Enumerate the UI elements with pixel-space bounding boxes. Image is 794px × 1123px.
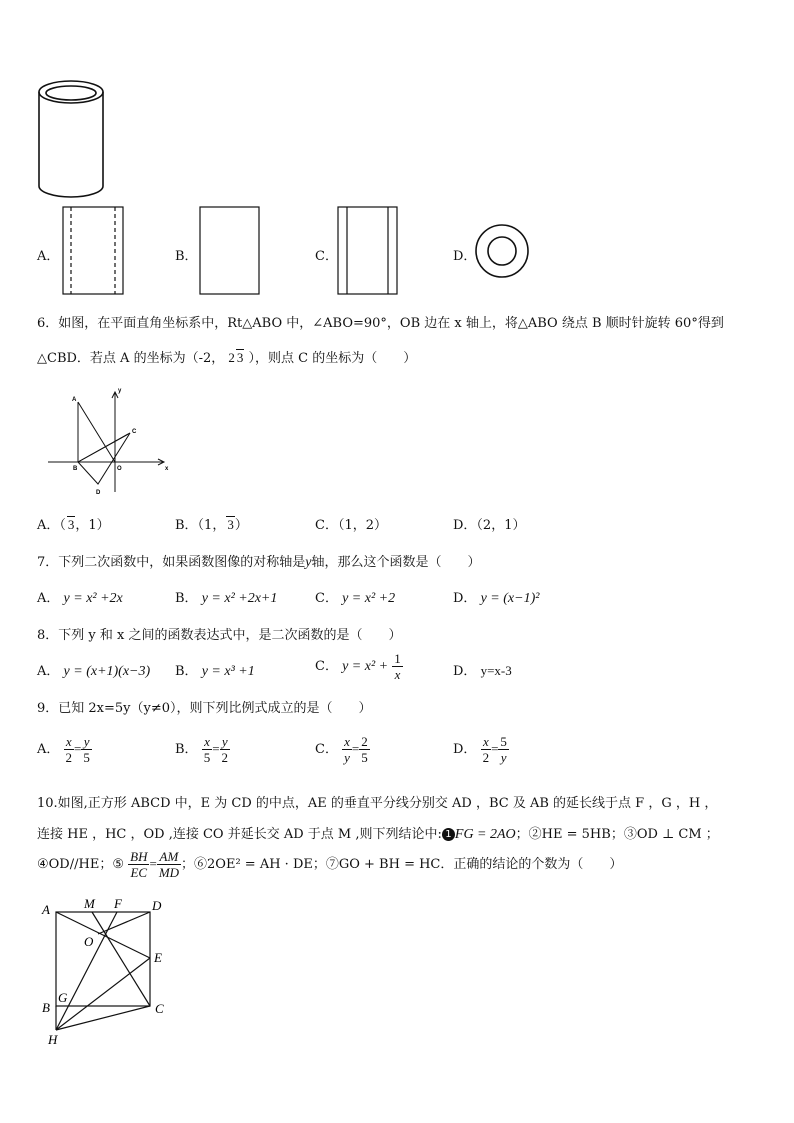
q6-coefficient: 2 bbox=[228, 350, 235, 365]
q9-option-b-letter: B． bbox=[175, 742, 198, 757]
q9-b-frac1-numerator: x bbox=[202, 734, 213, 750]
q8-option-c-numerator: 1 bbox=[394, 651, 401, 666]
q9-option-d-letter: D． bbox=[453, 742, 477, 757]
q10-conclusion-1-badge: 1 bbox=[442, 828, 455, 841]
segment-ae bbox=[56, 912, 150, 958]
q9-c-frac1-numerator: x bbox=[344, 734, 350, 749]
q9-a-frac2-denominator: 5 bbox=[83, 750, 90, 765]
q6-stem-text-b: ），则点 C 的坐标为（ ） bbox=[248, 351, 417, 366]
q6-sqrt-value: 3 bbox=[236, 350, 244, 365]
segment-he bbox=[56, 958, 150, 1030]
q6-label-y: y bbox=[118, 388, 122, 394]
q8-option-b-letter: B． bbox=[175, 664, 198, 679]
q6-option-c: C．（1，2） bbox=[315, 518, 387, 533]
q8-option-d-letter: D． bbox=[453, 664, 477, 679]
q6-option-b-suffix: ） bbox=[234, 518, 248, 533]
q9-c-frac2-numerator: 2 bbox=[361, 734, 368, 749]
segment-cm bbox=[92, 912, 150, 1006]
q10-stem-text-a: 连接 HE ，HC ，OD ,连接 CO 并延长交 AD 于点 M ,则下列结论中: bbox=[37, 827, 442, 842]
q10-stem-text-c: ；⑥2OE² = AH · DE；⑦GO + BH = HC．正确的结论的个数为（ ） bbox=[181, 857, 623, 872]
q6-label-d: D bbox=[96, 490, 101, 496]
q10-label-f: F bbox=[114, 896, 122, 911]
square-abcd bbox=[56, 912, 150, 1006]
q8-option-b-expr: y = x³ +1 bbox=[201, 664, 255, 679]
q7-option-a-expr: y = x² +2x bbox=[63, 591, 123, 606]
q9-option-b: B． $\frac{x}{5}$ = $\frac{y}{2}$ bbox=[175, 734, 229, 765]
q9-option-d: D． $\frac{x}{2}$ = $\frac{5}{y}$ bbox=[453, 734, 507, 765]
q9-b-frac2-numerator: y bbox=[220, 734, 231, 750]
q10-label-m: M bbox=[84, 896, 95, 911]
q9-option-a: A． $\frac{x}{2}$ = $\frac{y}{5}$ bbox=[37, 734, 90, 765]
q9-a-frac1-numerator: x bbox=[64, 734, 75, 750]
q10-equals: = bbox=[149, 856, 157, 871]
q6-option-a-prefix: A．（ bbox=[37, 518, 66, 533]
q5-option-d-label: D． bbox=[453, 249, 477, 264]
q6-stem-line1: 6．如图，在平面直角坐标系中，Rt△ABO 中，∠ABO=90°，OB 边在 x 轴上，将△ABO 绕点 B 顺时针旋转 60°得到 bbox=[37, 316, 724, 331]
q10-label-o: O bbox=[84, 934, 94, 949]
q10-label-b: B bbox=[42, 1000, 50, 1015]
q8-option-d-expr: y=x-3 bbox=[480, 663, 512, 678]
q6-label-a: A bbox=[72, 397, 77, 403]
q9-c-frac1-denominator: y bbox=[344, 750, 350, 765]
q9-c-frac2-denominator: 5 bbox=[361, 750, 368, 765]
q6-label-o: O bbox=[117, 466, 122, 472]
q6-option-a-sqrt: 3 bbox=[67, 517, 75, 532]
q10-frac1-numerator: BH bbox=[130, 849, 148, 864]
q6-label-b: B bbox=[73, 466, 78, 472]
q9-a-frac1-denominator: 2 bbox=[65, 750, 73, 765]
q7-option-c-expr: y = x² +2 bbox=[342, 591, 396, 606]
q8-option-c-denominator: x bbox=[394, 667, 401, 682]
q10-frac1-denominator: EC bbox=[130, 865, 148, 880]
q10-conclusion-1: FG = 2AO bbox=[454, 827, 516, 842]
q7-stem-y: y bbox=[305, 555, 312, 570]
q10-conclusions-2-3: ；②HE = 5HB；③OD ⊥ CM ； bbox=[515, 827, 719, 842]
q8-stem: 8．下列 y 和 x 之间的函数表达式中，是二次函数的是（ ） bbox=[37, 628, 402, 643]
q10-label-a: A bbox=[42, 902, 50, 917]
q10-stem-text-b: ④OD//HE；⑤ bbox=[37, 857, 124, 872]
q5-option-a-label: A． bbox=[37, 249, 60, 264]
q9-stem: 9．已知 2x=5y（y≠0），则下列比例式成立的是（ ） bbox=[37, 701, 372, 716]
q7-option-c-letter: C． bbox=[315, 591, 338, 606]
q9-b-frac1-denominator: 5 bbox=[203, 750, 211, 765]
segment-hc bbox=[56, 1006, 150, 1030]
q10-frac2-numerator: AM bbox=[157, 849, 181, 865]
q7-option-a-letter: A． bbox=[37, 591, 60, 606]
q6-option-a-suffix: ，1） bbox=[75, 518, 110, 533]
q10-label-h: H bbox=[48, 1032, 58, 1047]
q5-option-c-label: C． bbox=[315, 249, 338, 264]
q7-option-b-expr: y = x² +2x+1 bbox=[201, 591, 278, 606]
q6-option-b-sqrt: 3 bbox=[227, 517, 234, 532]
q8-option-a-expr: y = (x+1)(x−3) bbox=[63, 664, 151, 679]
q6-label-c: C bbox=[132, 429, 137, 435]
q6-stem-text-a: △CBD．若点 A 的坐标为（-2， bbox=[37, 351, 225, 366]
q10-stem-line1: 10.如图,正方形 ABCD 中，E 为 CD 的中点，AE 的垂直平分线分别交 AD ，BC 及 AB 的延长线于点 F ，G ，H ， bbox=[37, 796, 718, 811]
q6-option-d: D．（2，1） bbox=[453, 518, 526, 533]
q9-option-c: C． $\frac{x}{y}$ = $\frac{2}{5}$ bbox=[315, 734, 368, 765]
q7-option-d-expr: y = (x−1)² bbox=[480, 591, 540, 606]
q7-option-d-letter: D． bbox=[453, 591, 477, 606]
q10-label-c: C bbox=[155, 1001, 164, 1016]
q10-frac2-denominator: MD bbox=[158, 865, 180, 880]
q10-label-g: G bbox=[58, 990, 68, 1005]
q8-option-c-letter: C． bbox=[315, 659, 338, 674]
q5-option-b-label: B． bbox=[175, 249, 198, 264]
q9-d-frac2-numerator: 5 bbox=[500, 734, 507, 749]
q9-b-frac2-denominator: 2 bbox=[221, 750, 229, 765]
q9-a-frac2-numerator: y bbox=[81, 734, 92, 750]
q10-label-e: E bbox=[154, 950, 162, 965]
q8-option-a-letter: A． bbox=[37, 664, 60, 679]
segment-od bbox=[98, 912, 150, 934]
q9-option-a-letter: A． bbox=[37, 742, 60, 757]
q9-option-c-letter: C． bbox=[315, 742, 338, 757]
q8-option-c-expr: y = x² + bbox=[342, 659, 389, 674]
q7-stem-text-b: 轴，那么这个函数是（ ） bbox=[311, 555, 481, 570]
q9-d-frac2-denominator: y bbox=[500, 750, 507, 765]
q6-label-x: x bbox=[165, 466, 169, 472]
q7-option-b-letter: B． bbox=[175, 591, 198, 606]
q7-stem-text-a: 7．下列二次函数中，如果函数图像的对称轴是 bbox=[37, 555, 306, 570]
q6-option-b-prefix: B．（1， bbox=[175, 518, 226, 533]
q10-label-d: D bbox=[152, 898, 162, 913]
q9-d-frac1-numerator: x bbox=[481, 734, 492, 750]
q9-d-frac1-denominator: 2 bbox=[482, 750, 490, 765]
